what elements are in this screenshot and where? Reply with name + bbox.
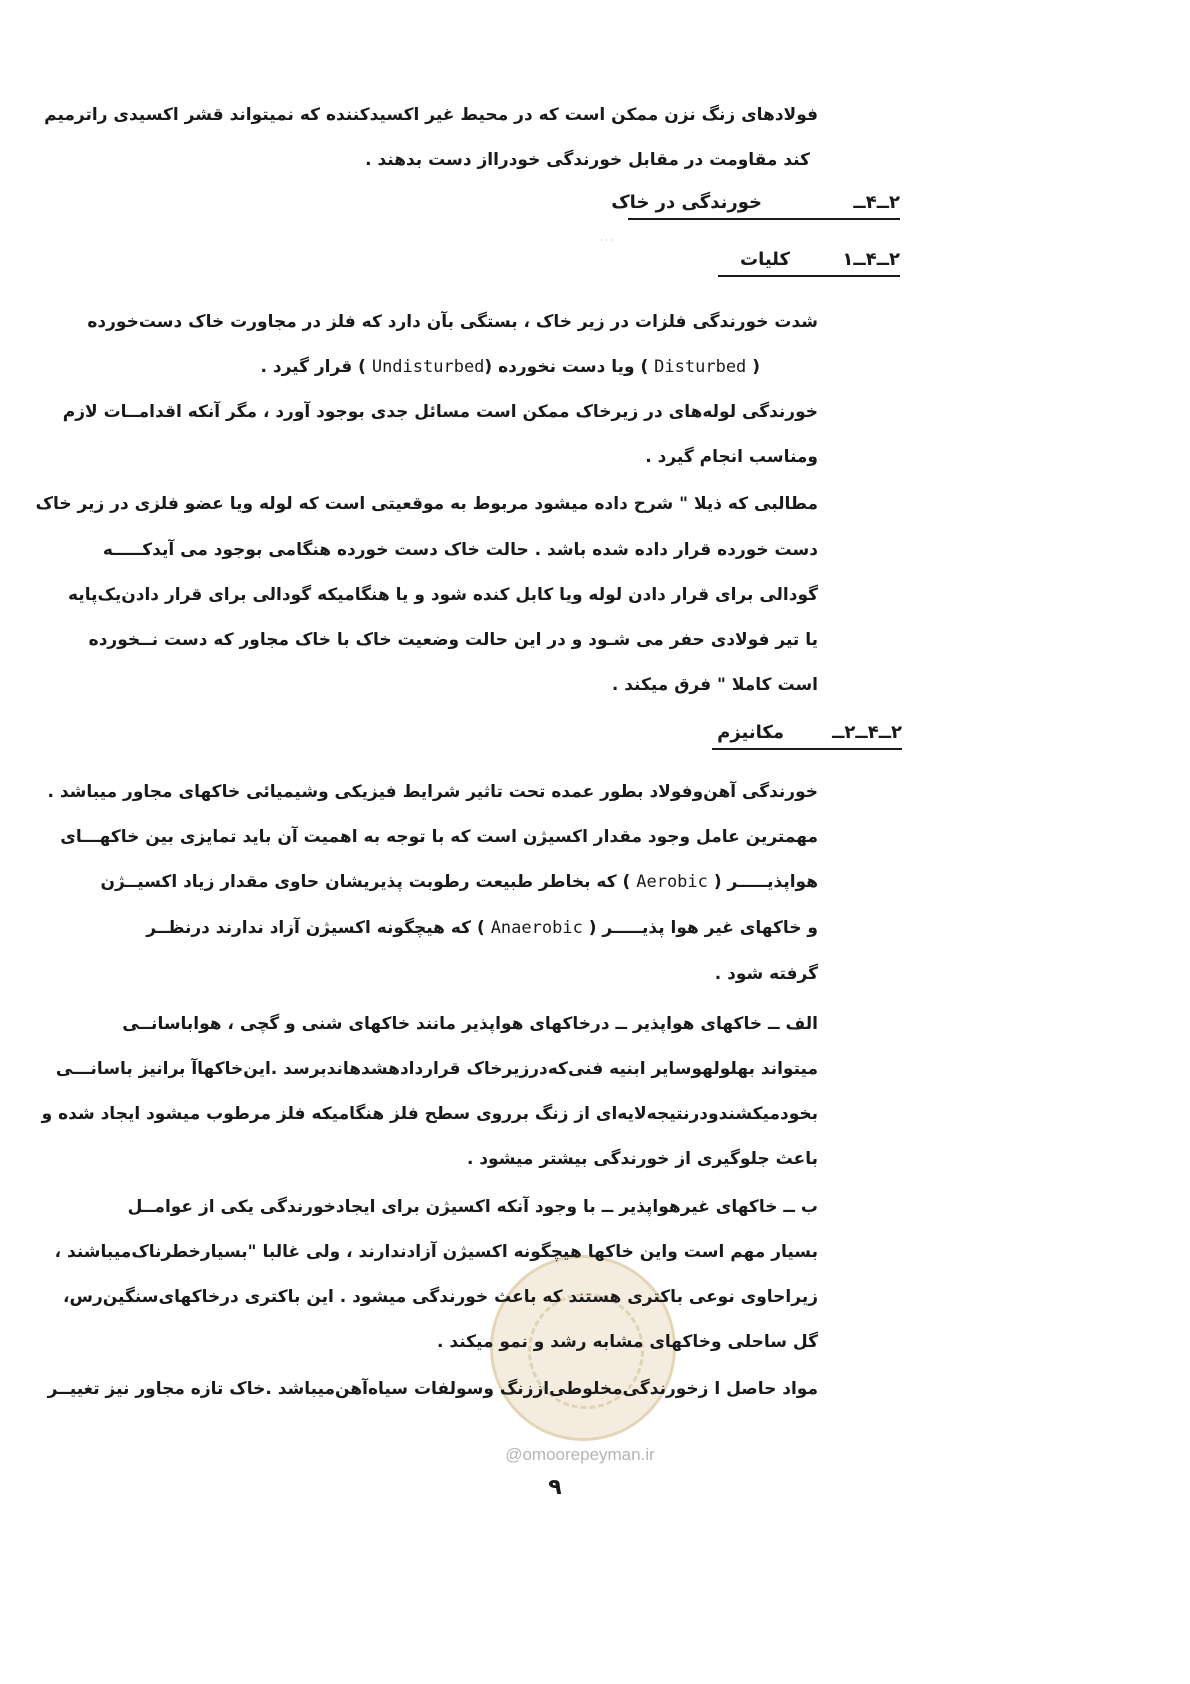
intro-line-1: فولادهای زنگ نزن ممکن است که در محیط غیر اکسیدکننده که نمیتواند قشر اکسیدی راترمیم <box>44 105 818 125</box>
section-number: ۲ــ۴ــ۲ــ <box>832 722 902 743</box>
anaerobic-label: و خاکهای غیر هوا پذیـــــر ( <box>588 918 818 938</box>
anaerobic-para-line-4: گل ساحلی وخاکهای مشابه رشد و نمو میکند . <box>437 1332 818 1352</box>
section-title: کلیات <box>739 249 790 270</box>
term-disturbed: Disturbed <box>654 357 747 377</box>
aerobic-label: هواپذیـــــر ( <box>713 872 818 892</box>
general-line-9: است کاملا " فرق میکند . <box>611 675 818 695</box>
term-undisturbed: Undisturbed <box>371 357 485 377</box>
general-line-6: دست خورده قرار داده شده باشد . حالت خاک دست خورده هنگامی بوجود می آیدکـــــه <box>102 540 818 560</box>
connector-text: ) ویا دست نخورده ( <box>484 357 655 377</box>
anaerobic-para-line-2: بسیار مهم است واین خاکها هیچگونه اکسیژن آزادندارند ، ولی غالبا "بسیارخطرناک‌میباشند ، <box>54 1242 818 1262</box>
term-aerobic: Aerobic <box>636 872 708 892</box>
anaerobic-para-line-5: مواد حاصل ا زخورندگی‌مخلوطی‌اززنگ وسولفات سیاه‌آهن‌میباشد .خاک تازه مجاور نیز تغییــر <box>47 1379 818 1399</box>
closing-text: ) قرار گیرد . <box>260 357 372 377</box>
mechanism-line-2: مهمترین عامل وجود مقدار اکسیژن است که با توجه به اهمیت آن باید تمایزی بین خاکهـــای <box>60 827 818 847</box>
aerobic-para-line-3: بخودمیکشندودرنتیجه‌لایه‌ای از زنگ برروی سطح فلز هنگامیکه فلز مرطوب میشود ایجاد شده و <box>41 1104 818 1124</box>
mechanism-line-5: گرفته شود . <box>714 964 818 984</box>
watermark-url: @omoorepeyman.ir <box>505 1445 655 1464</box>
section-heading-soil-corrosion <box>611 190 900 220</box>
general-line-3: خورندگی لوله‌های در زیرخاک ممکن است مسائل جدی بوجود آورد ، مگر آنکه اقدامــات لازم <box>62 402 818 422</box>
general-line-8: یا تیر فولادی حفر می شـود و در این حالت وضعیت خاک با خاک مجاور که دست نــخورده <box>88 630 818 650</box>
section-title: مکانیزم <box>717 722 784 743</box>
section-title: خورندگی در خاک <box>611 192 762 213</box>
aerobic-description: ) که بخاطر طبیعت رطوبت پذیریشان حاوی مقدار زیاد اکسیــژن <box>100 872 631 892</box>
scan-speck: · · · <box>600 236 613 245</box>
page-number: ۹ <box>548 1475 562 1500</box>
general-line-4: ومناسب انجام گیرد . <box>645 447 818 467</box>
section-number: ۲ــ۴ــ <box>853 192 900 213</box>
section-number: ۲ــ۴ــ۱ <box>842 249 900 270</box>
general-line-7: گودالی برای قرار دادن لوله ویا کابل کنده شود و یا هنگامیکه گودالی برای قرار دادن‌یک‌پایه <box>68 585 818 605</box>
mechanism-line-3 <box>58 870 818 894</box>
aerobic-para-line-4: باعث جلوگیری از خورندگی بیشتر میشود . <box>466 1149 818 1169</box>
general-line-5: مطالبی که ذیلا " شرح داده میشود مربوط به موقعیتی است که لوله ویا عضو فلزی در زیر خاک <box>35 494 818 514</box>
term-anaerobic: Anaerobic <box>490 918 583 938</box>
intro-line-2: کند مقاومت در مقابل خورندگی خودرااز دست بدهند . <box>365 150 810 170</box>
anaerobic-para-line-1: ب ــ خاکهای غیرهواپذیر ــ با وجود آنکه اکسیژن برای ایجادخورندگی یکی از عوامــل <box>127 1197 818 1217</box>
mechanism-line-4 <box>58 916 818 940</box>
anaerobic-description: ) که هیچگونه اکسیژن آزاد ندارند درنظــر <box>146 918 485 938</box>
section-heading-general <box>718 247 900 277</box>
mechanism-line-1: خورندگی آهن‌وفولاد بطور عمده تحت تاثیر شرایط فیزیکی وشیمیائی خاکهای مجاور میباشد . <box>47 782 818 802</box>
aerobic-para-line-2: میتواند بهلولهوسایر ابنیه فنی‌که‌درزیرخاک قراردادهشدهاندبرسد .این‌خاکهاآ برانیز باسانـــی <box>55 1059 818 1079</box>
anaerobic-para-line-3: زیراحاوی نوعی باکتری هستند که باعث خورندگی میشود . این باکتری درخاکهای‌سنگین‌رس، <box>63 1287 818 1307</box>
general-line-1: شدت خورندگی فلزات در زیر خاک ، بستگی بآن دارد که فلز در مجاورت خاک دست‌خورده <box>87 312 818 332</box>
bracket-open: ( <box>746 357 760 377</box>
aerobic-para-line-1: الف ــ خاکهای هواپذیر ــ درخاکهای هواپذیر مانند خاکهای شنی و گچی ، هواباسانــی <box>122 1014 818 1034</box>
section-heading-mechanism <box>712 720 902 750</box>
general-line-2 <box>0 355 760 379</box>
